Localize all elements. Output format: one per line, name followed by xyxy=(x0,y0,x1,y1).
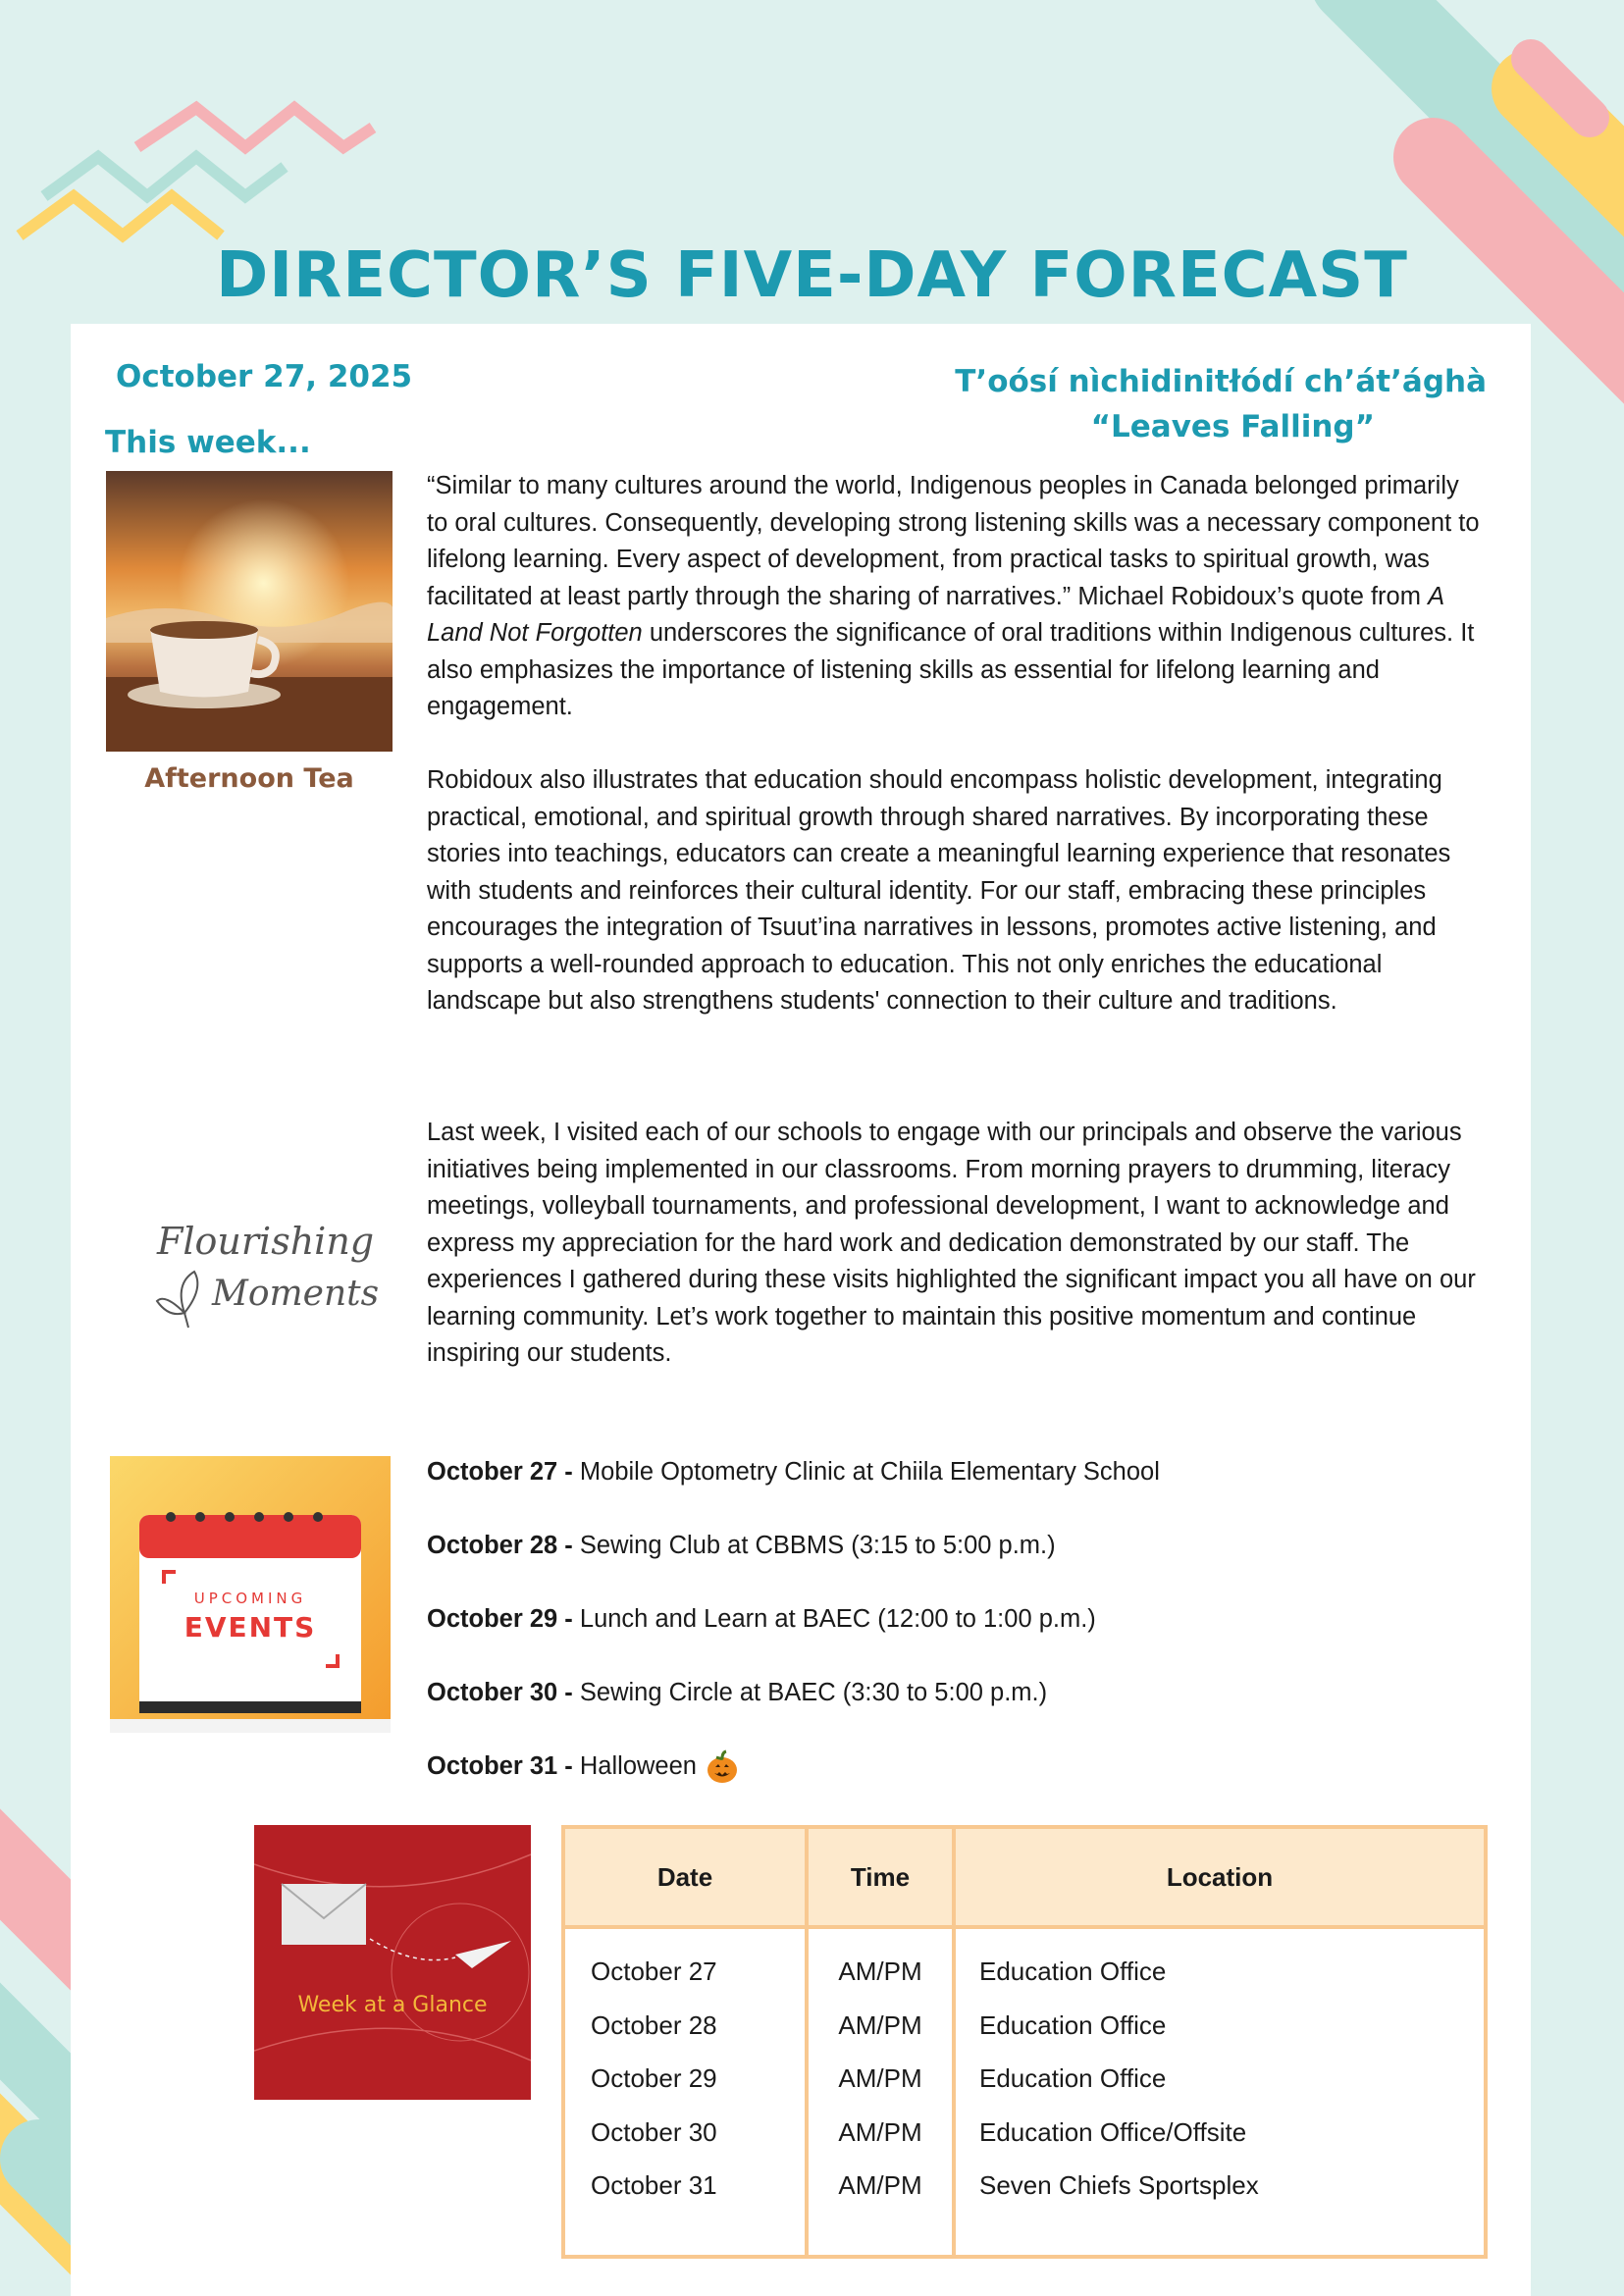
events-list xyxy=(427,1454,1506,1822)
holistic-paragraph: Robidoux also illustrates that education should encompass holistic development, integrating practical, emotional, and spiritual growth through shared narratives. By incorporating these stories into teachings, educators can create a meaningful learning experience that resonates with students and reinforces their cultural identity. For our staff, embracing these principles encourages the integration of Tsuut’ina narratives in lessons, promotes active listening, and supports a well-rounded approach to education. This not only enriches the educational landscape but also strengthens students' connection to their culture and traditions. xyxy=(427,766,1451,1015)
table-cell: Education Office xyxy=(979,2063,1167,2093)
table-cell: AM/PM xyxy=(838,2116,922,2147)
photo-caption: Afternoon Tea xyxy=(144,763,354,794)
afternoon-tea-photo xyxy=(106,471,393,752)
flourishing-moments-logo xyxy=(145,1195,381,1332)
page-title: DIRECTOR’S FIVE-DAY FORECAST xyxy=(216,239,1408,312)
season-native-name: T’oósí nìchidinitłódí ch’át’ághà xyxy=(955,364,1487,399)
table-cell: Seven Chiefs Sportsplex xyxy=(979,2170,1259,2200)
event-item: October 28 - Sewing Club at CBBMS (3:15 to 5:00 p.m.) xyxy=(427,1532,1056,1559)
event-item: October 30 - Sewing Circle at BAEC (3:30 to 5:00 p.m.) xyxy=(427,1679,1048,1706)
pumpkin-icon xyxy=(705,1749,740,1785)
schedule-table xyxy=(561,1825,1488,2259)
event-item: October 29 - Lunch and Learn at BAEC (12:00 to 1:00 p.m.) xyxy=(427,1605,1096,1633)
table-cell: Education Office/Offsite xyxy=(979,2116,1247,2147)
time-column xyxy=(807,1927,954,2257)
table-cell: Education Office xyxy=(979,2009,1167,2040)
zigzag-yellow xyxy=(20,196,221,235)
svg-text:UPCOMING: UPCOMING xyxy=(193,1590,307,1607)
svg-text:Week at a Glance: Week at a Glance xyxy=(297,1993,488,2017)
table-cell: October 31 xyxy=(591,2170,717,2200)
week-at-a-glance-graphic xyxy=(254,1825,531,2100)
table-cell: October 29 xyxy=(591,2063,717,2093)
table-cell: AM/PM xyxy=(838,2170,922,2200)
book-title: A Land Not Forgotten xyxy=(427,582,1444,647)
school-visits-paragraph: Last week, I visited each of our schools to engage with our principals and observe the various initiatives being implemented in our classrooms. From morning prayers to drumming, literacy meetings, volleyball tournaments, and professional development, I want to acknowledge and express my appreciation for the hard work and dedication demonstrated by our staff. The experiences I gathered during these visits highlighted the significant impact you all have on our learning community. Let’s work together to maintain this positive momentum and continue inspiring our students. xyxy=(427,1119,1476,1367)
table-cell: Education Office xyxy=(979,1957,1167,1986)
issue-date: October 27, 2025 xyxy=(116,359,413,394)
zigzag-teal xyxy=(44,157,285,196)
header-location: Location xyxy=(954,1827,1486,1927)
location-column xyxy=(954,1927,1486,2257)
svg-text:EVENTS: EVENTS xyxy=(183,1611,317,1644)
header-date: Date xyxy=(563,1827,807,1927)
season-english-name: “Leaves Falling” xyxy=(1090,409,1375,444)
svg-text:Flourishing: Flourishing xyxy=(157,1220,375,1263)
table-cell: October 27 xyxy=(591,1957,717,1986)
table-cell: October 28 xyxy=(591,2009,717,2040)
event-item: October 31 - Halloween xyxy=(427,1748,1506,1822)
header-time: Time xyxy=(807,1827,954,1927)
intro-paragraph: “Similar to many cultures around the world, Indigenous peoples in Canada belonged primarily to oral cultures. Consequently, developing strong listening skills was a necessary component to lifelong learning. Every aspect of development, from practical tasks to spiritual growth, was facilitated at least partly through the sharing of narratives.” Michael Robidoux’s quote from A Land Not Forgotten underscores the significance of oral traditions within Indigenous cultures. It also emphasizes the importance of listening skills as essential for lifelong learning and engagement. xyxy=(427,472,1480,720)
table-cell: AM/PM xyxy=(838,2063,922,2093)
table-cell: AM/PM xyxy=(838,1957,922,1986)
table-cell: AM/PM xyxy=(838,2009,922,2040)
svg-text:Moments: Moments xyxy=(212,1274,380,1314)
event-item: October 27 - Mobile Optometry Clinic at Chiila Elementary School xyxy=(427,1458,1160,1486)
zigzag-pink xyxy=(137,108,373,147)
date-column xyxy=(563,1927,807,2257)
season-heading xyxy=(800,359,1487,449)
table-cell: October 30 xyxy=(591,2116,717,2147)
this-week-label: This week... xyxy=(105,425,311,460)
upcoming-events-graphic xyxy=(110,1456,391,1733)
